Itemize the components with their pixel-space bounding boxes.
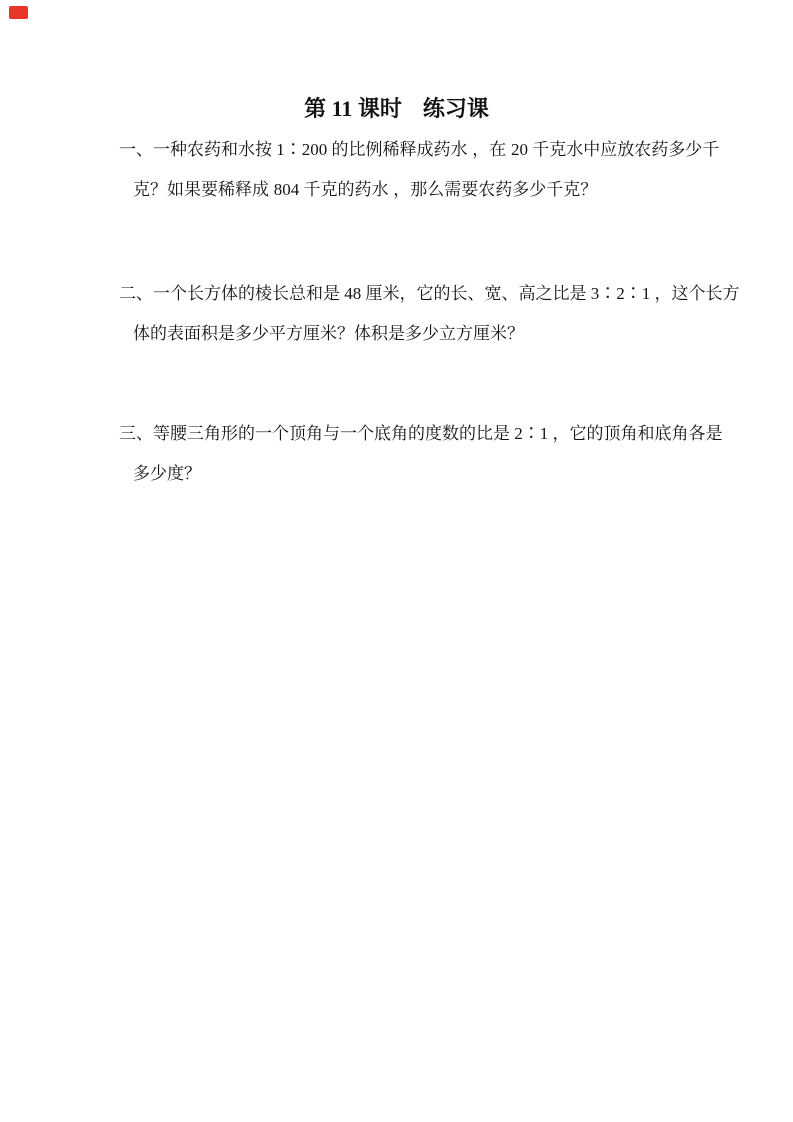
text-segment-gothic: ，这个长方 — [654, 284, 740, 303]
problem-line — [119, 414, 723, 454]
problem-line — [119, 314, 719, 354]
text-segment-gothic: 的比例稀释成药水 ，在 — [331, 140, 511, 159]
problem-2 — [119, 274, 740, 354]
problem-3 — [119, 414, 723, 494]
page-title — [0, 94, 793, 124]
problem-line — [119, 170, 719, 210]
text-segment-serif: 二、一个长方体的棱长总和是 48 厘米，它的长、宽、高之比是 3∶2∶1 — [119, 284, 655, 303]
red-corner-mark — [9, 6, 28, 19]
text-segment-gothic: 千克水中应放农药多少千 — [532, 140, 720, 159]
title-lesson-number: 第 11 课时 — [304, 96, 402, 121]
text-segment-serif: 20 — [510, 140, 533, 159]
text-segment-gothic: ，它的顶角和底角各是 — [552, 424, 723, 443]
problem-line — [119, 274, 740, 314]
text-segment-gothic: 多少度？ — [133, 464, 201, 483]
problem-line — [119, 454, 719, 494]
text-segment-serif: 一、一种农药和水按 1∶200 — [119, 140, 332, 159]
text-segment-gothic: 克？如果要稀释成 — [133, 180, 274, 199]
text-segment-serif: 三、等腰三角形的一个顶角与一个底角的度数的比是 2∶1 — [119, 424, 553, 443]
title-lesson-name: 练习课 — [422, 96, 489, 121]
text-segment-gothic: 千克的药水 ，那么需要农药多少千克？ — [303, 180, 598, 199]
text-segment-serif: 804 — [273, 180, 304, 199]
problem-1 — [119, 130, 719, 210]
problem-line — [119, 130, 719, 170]
text-segment-gothic: 体的表面积是多少平方厘米？体积是多少立方厘米？ — [133, 324, 524, 343]
